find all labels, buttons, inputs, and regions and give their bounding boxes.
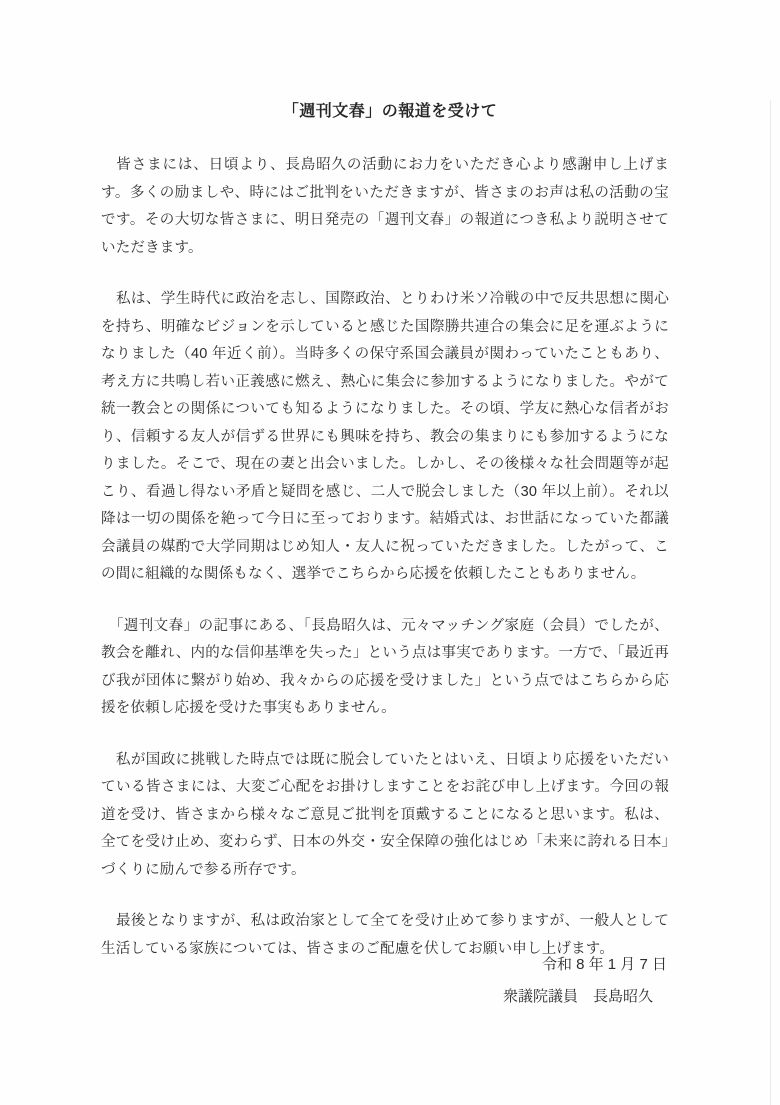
document-title: 「週刊文春」の報道を受けて xyxy=(282,103,498,120)
signature-line: 衆議院議員 長島昭久 xyxy=(502,988,653,1005)
paragraph-closing: 最後となりますが、私は政治家として全てを受け止めて参りますが、一般人として生活している家族については、皆さまのご配慮を伏してお願い申し上げます。 xyxy=(101,913,669,957)
letter-body xyxy=(101,152,669,987)
date-line: 令和 8 年 1 月 7 日 xyxy=(541,956,667,973)
scan-edge-artifact xyxy=(770,100,771,1105)
paragraph-apology: 私が国政に挑戦した時点では既に脱会していたとはいえ、日頃より応援をいただいている皆さまには、大変ご心配をお掛けしますことをお詫び申し上げます。今回の報道を受け、皆さまから様々なご意見ご批判を頂戴することになると思います。私は、全てを受け止め、変わらず、日本の外交・安全保障の強化はじめ「未来に誇れる日本」づくりに励んで参る所存です。 xyxy=(101,751,669,878)
paragraph-background: 私は、学生時代に政治を志し、国際政治、とりわけ米ソ冷戦の中で反共思想に関心を持ち、明確なビジョンを示していると感じた国際勝共連合の集会に足を運ぶようになりました（40 年近く前）。当時多くの保守系国会議員が関わっていたこともあり、考え方に共鳴し若い正義感に燃え、熱心に集会に参加するようになりました。やがて統一教会との関係についても知るようになりました。その頃、学友に熱心な信者がおり、信頼する友人が信ずる世界にも興味を持ち、教会の集まりにも参加するようになりました。そこで、現在の妻と出会いました。しかし、その後様々な社会問題等が起こり、看過し得ない矛盾と疑問を感じ、二人で脱会しました（30 年以上前）。それ以降は一切の関係を絶って今日に至っております。結婚式は、お世話になっていた都議会議員の媒酌で大学同期はじめ知人・友人に祝っていただきました。したがって、この間に組織的な関係もなく、選挙でこちらから応援を依頼したこともありません。 xyxy=(101,291,669,582)
paragraph-greeting: 皆さまには、日頃より、長島昭久の活動にお力をいただき心より感謝申し上げます。多くの励ましや、時にはご批判をいただきますが、皆さまのお声は私の活動の宝です。その大切な皆さまに、明日発売の「週刊文春」の報道につき私より説明させていただきます。 xyxy=(101,157,669,256)
paragraph-article-response: 「週刊文春」の記事にある、「長島昭久は、元々マッチング家庭（会員）でしたが、教会を離れ、内的な信仰基準を失った」という点は事実であります。一方で、「最近再び我が団体に繋がり始め、我々からの応援を受けました」という点ではこちらから応援を依頼し応援を受けた事実もありません。 xyxy=(101,617,669,716)
